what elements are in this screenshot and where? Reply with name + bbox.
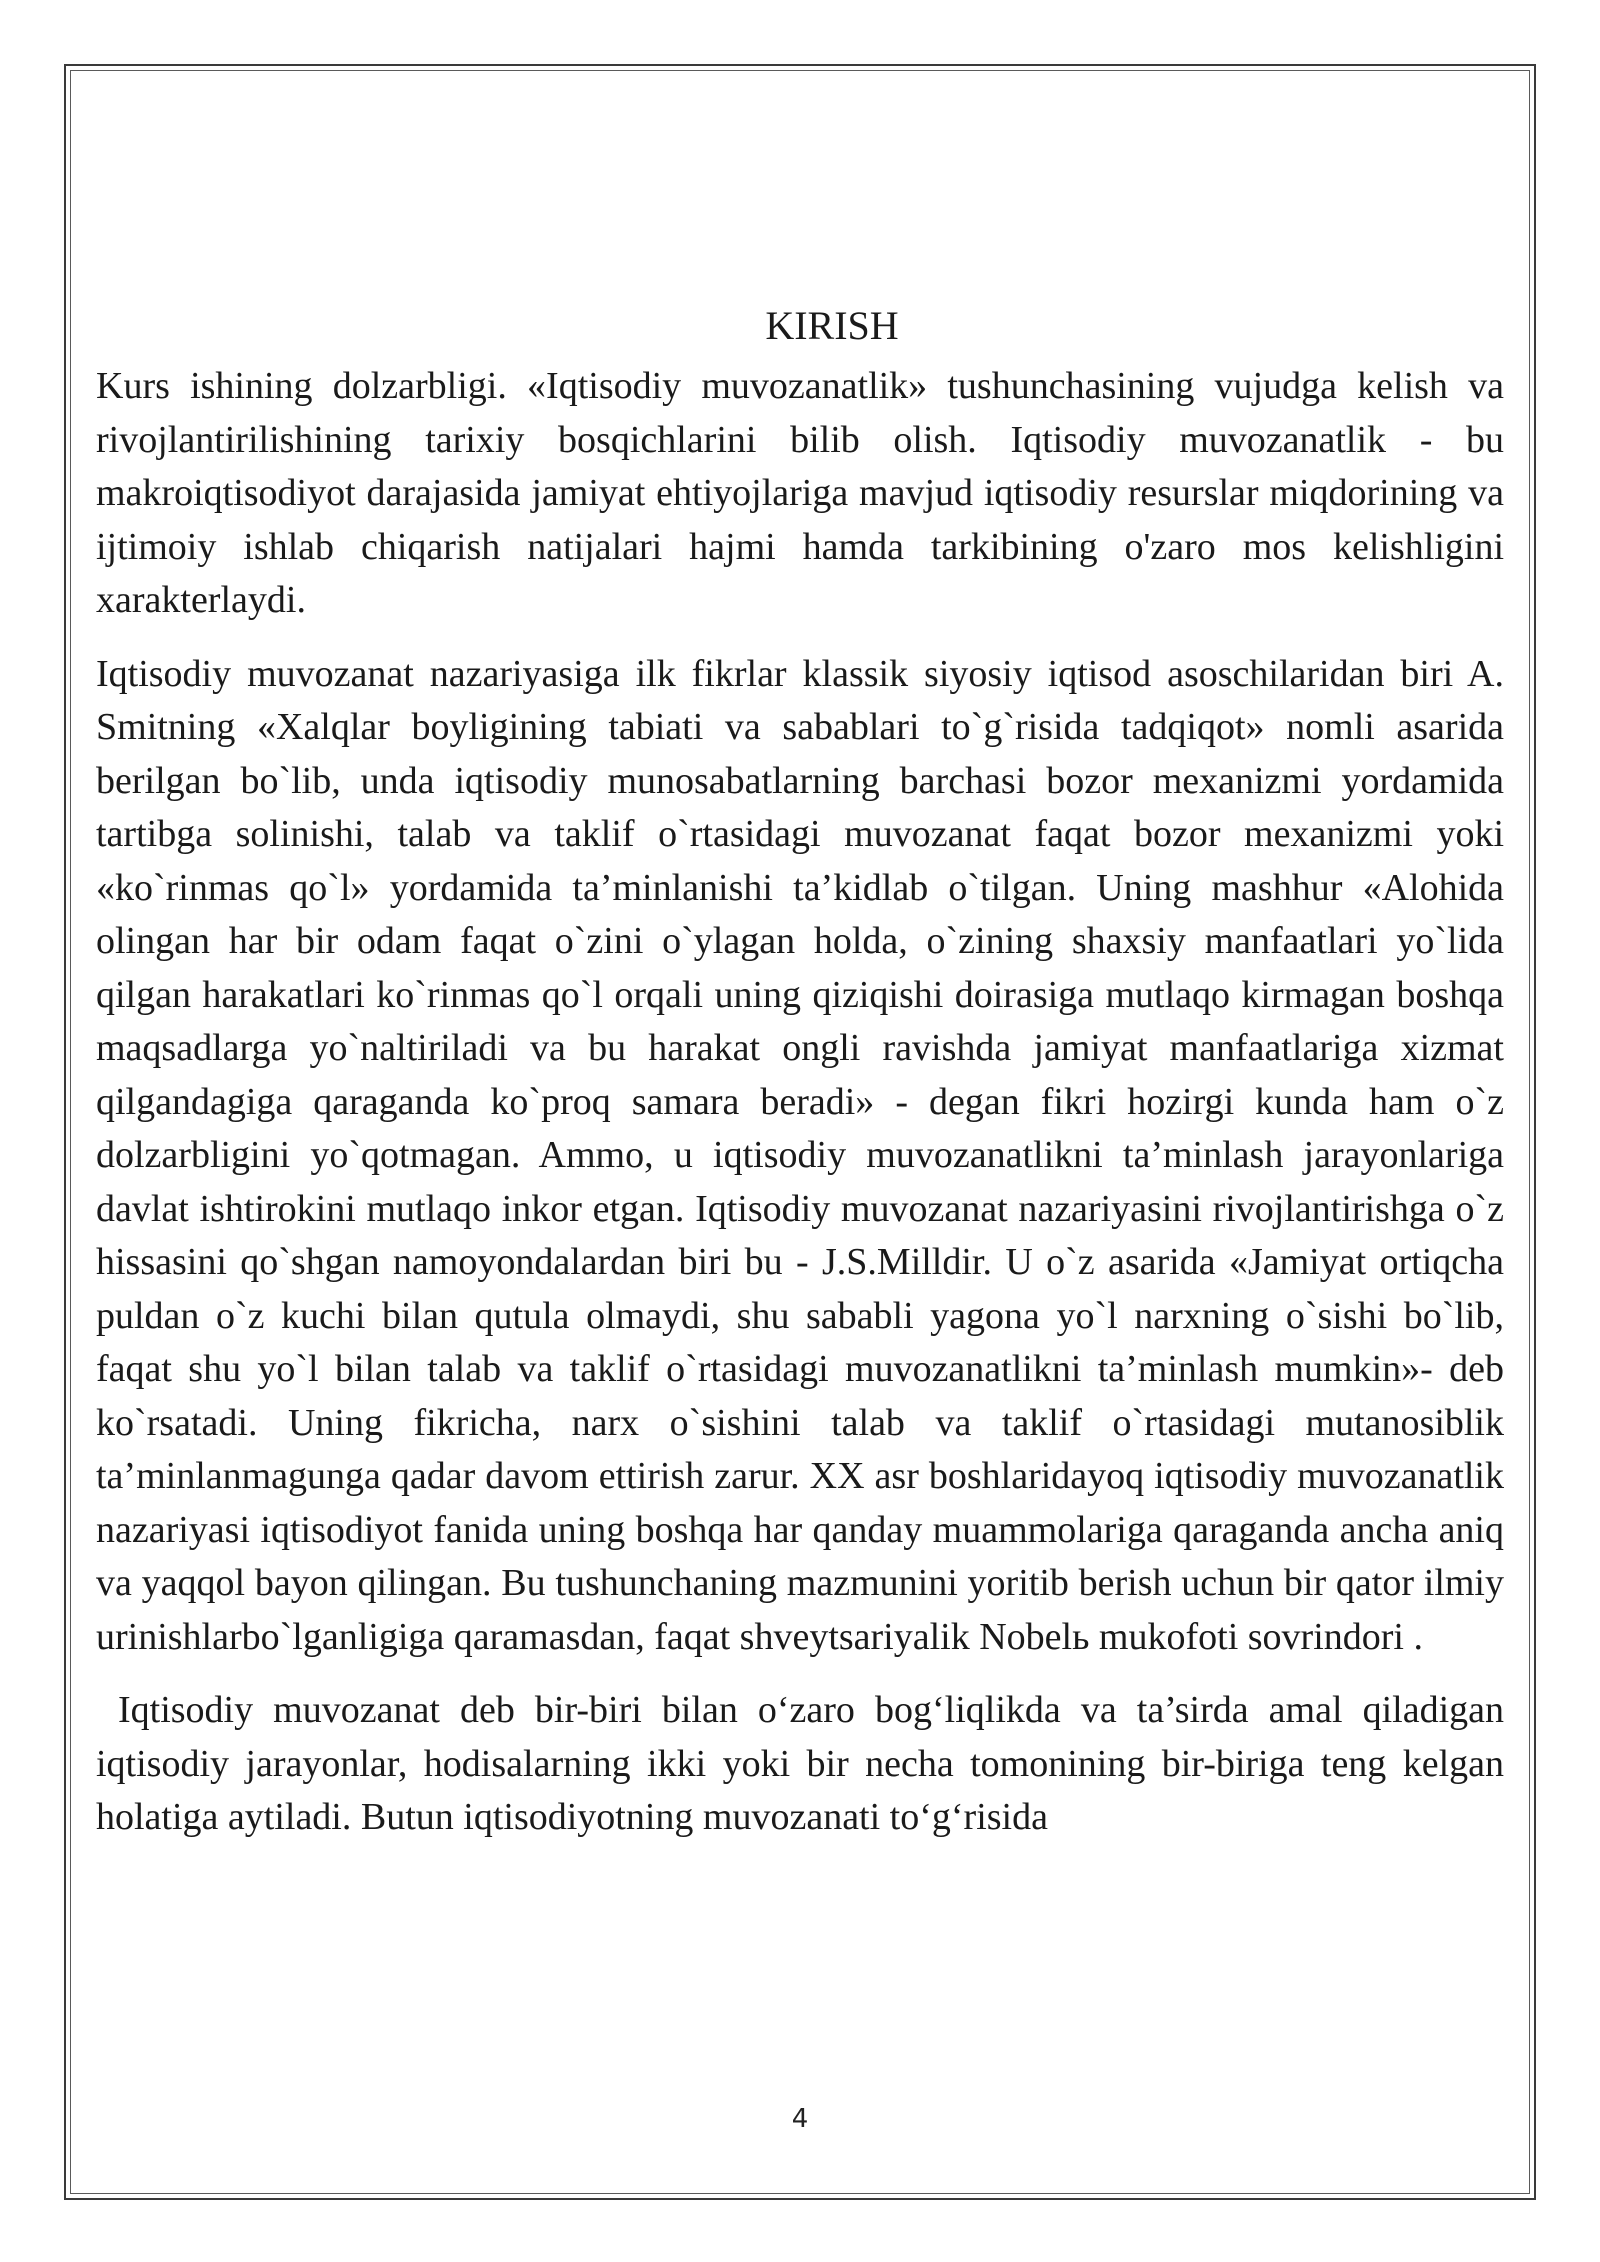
paragraph-1: Kurs ishining dolzarbligi. «Iqtisodiy muvozanatlik» tushunchasining vujudga kelish va rivojlantirilishining tarixiy bosqichlarini bilib olish. Iqtisodiy muvozanatlik - bu makroiqtisodiyot darajasida jamiyat ehtiyojlariga mavjud iqtisodiy resurslar miqdorining va ijtimoiy ishlab chiqarish natijalari hajmi hamda tarkibining o'zaro mos kelishligini xarakterlaydi.	[96, 365, 1504, 621]
section-heading: KIRISH	[765, 303, 899, 348]
page-content	[96, 300, 1504, 1845]
paragraph-2: Iqtisodiy muvozanat nazariyasiga ilk fikrlar klassik siyosiy iqtisod asoschilaridan biri A. Smitning «Xalqlar boyligining tabiati va sabablari to`g`risida tadqiqot» nomli asarida berilgan bo`lib, unda iqtisodiy munosabatlarning barchasi bozor mexanizmi yordamida tartibga solinishi, talab va taklif o`rtasidagi muvozanat faqat bozor mexanizmi yoki «ko`rinmas qo`l» yordamida ta’minlanishi ta’kidlab o`tilgan. Uning mashhur «Alohida olingan har bir odam faqat o`zini o`ylagan holda, o`zining shaxsiy manfaatlari yo`lida qilgan harakatlari ko`rinmas qo`l orqali uning qiziqishi doirasiga mutlaqo kirmagan boshqa maqsadlarga yo`naltiriladi va bu harakat ongli ravishda jamiyat manfaatlariga xizmat qilgandagiga qaraganda ko`proq samara beradi» - degan fikri hozirgi kunda ham o`z dolzarbligini yo`qotmagan. Ammo, u iqtisodiy muvozanatlikni ta’minlash jarayonlariga davlat ishtirokini mutlaqo inkor etgan. Iqtisodiy muvozanat nazariyasini rivojlantirishga o`z hissasini qo`shgan namoyondalardan biri bu - J.S.Milldir. U o`z asarida «Jamiyat ortiqcha puldan o`z kuchi bilan qutula olmaydi, shu sababli yagona yo`l narxning o`sishi bo`lib, faqat shu yo`l bilan talab va taklif o`rtasidagi muvozanatlikni ta’minlash mumkin»- deb ko`rsatadi. Uning fikricha, narx o`sishini talab va taklif o`rtasidagi mutanosiblik ta’minlanmagunga qadar davom ettirish zarur. XX asr boshlaridayoq iqtisodiy muvozanatlik nazariyasi iqtisodiyot fanida uning boshqa har qanday muammolariga qaraganda ancha aniq va yaqqol bayon qilingan. Bu tushunchaning mazmunini yoritib berish uchun bir qator ilmiy urinishlarbo`lganligiga qaramasdan, faqat shveytsariyalik Nobelь mukofoti sovrindori .	[96, 652, 1504, 1658]
paragraph-3: Iqtisodiy muvozanat deb bir-biri bilan o‘zaro bog‘liqlikda va ta’sirda amal qiladigan iqtisodiy jarayonlar, hodisalarning ikki yoki bir necha tomonining bir-biriga teng kelgan holatiga aytiladi. Butun iqtisodiyotning muvozanati to‘g‘risida	[96, 1689, 1504, 1838]
page-number: 4	[791, 2104, 809, 2134]
